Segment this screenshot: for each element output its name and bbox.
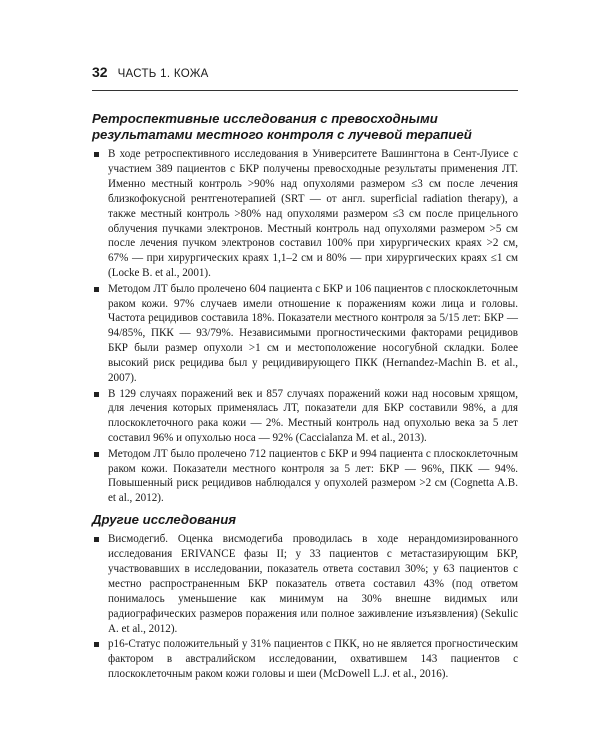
- square-bullet-icon: [94, 642, 99, 647]
- book-page: [92, 64, 518, 682]
- list-item: [92, 447, 518, 507]
- list-item: [92, 387, 518, 447]
- list-item-text: В 129 случаях поражений век и 857 случаях поражений кожи над носовым хрящом, для лечения которых применялась ЛТ, показатели для БКР составили 98%, а для плоскоклеточного рака кожи — 2%. Местный контроль над опухолью века за 5 лет составил 96% и опухолью носа — 92% (Caccialanza M. et al., 2013).: [108, 387, 518, 445]
- chapter-title: ЧАСТЬ 1. КОЖА: [117, 68, 209, 80]
- list-item: [92, 282, 518, 386]
- list-item-text: Методом ЛТ было пролечено 604 пациента с БКР и 106 пациентов с плоскоклеточным раком кожи. 97% случаев имели отношение к поражениям кожи лица и головы. Частота рецидивов составила 18%. Показатели местного контроля за 5/15 лет: БКР — 94/85%, ПКК — 93/79%. Независимыми прогностическими факторами рецидивов БКР были размер опухоли >1 см и местоположение носогубной складки. Более высокий риск рецидива был у рецидивирующего ПКК (Hernandez-Machin B. et al., 2007).: [108, 282, 518, 385]
- list-item: [92, 637, 518, 682]
- square-bullet-icon: [94, 392, 99, 397]
- list-item: [92, 532, 518, 636]
- running-header: [92, 64, 518, 84]
- list-item-text: Методом ЛТ было пролечено 712 пациентов с БКР и 994 пациента с плоскоклеточным раком кожи. Показатели местного контроля за 5 лет: БКР — 96%, ПКК — 94%. Повышенный риск рецидивов наблюдался у опухолей размером >2 см (Cognetta A.B. et al., 2012).: [108, 447, 518, 505]
- list-item-text: В ходе ретроспективного исследования в Университете Вашингтона в Сент-Луисе с участием 389 пациентов с БКР получены превосходные результаты применения ЛТ. Именно местный контроль >90% над опухолями размером ≤3 см после лечения близкофокусной рентгенотерапией (SRT — от англ. superficial radiation therapy), а также местный контроль >80% над опухолями размером ≤3 см после прицельного облучения пучками электронов. Местный контроль над опухолями размером >5 см после лечения пучком электронов составил 100% при хирургических краях >2 см, 67% — при хирургических краях 1,1–2 см и 80% — при хирургических краях ≤1 см (Locke B. et al., 2001).: [108, 148, 518, 280]
- square-bullet-icon: [94, 287, 99, 292]
- page-number: 32: [92, 64, 108, 80]
- square-bullet-icon: [94, 537, 99, 542]
- list-item-text: p16-Статус положительный у 31% пациентов с ПКК, но не является прогностическим фактором в австралийском исследовании, охватившем 143 пациентов с плоскоклеточным раком кожи головы и шеи (McDowell L.J. et al., 2016).: [108, 638, 518, 680]
- section-heading: Ретроспективные исследования с превосходными результатами местного контроля с лучевой терапией: [92, 111, 472, 142]
- section-heading: Другие исследования: [92, 512, 237, 528]
- square-bullet-icon: [94, 452, 99, 457]
- list-item: [92, 147, 518, 281]
- header-rule: [92, 90, 518, 91]
- bullet-list: [92, 532, 518, 682]
- bullet-list: [92, 147, 518, 506]
- list-item-text: Висмодегиб. Оценка висмодегиба проводилась в ходе нерандомизированного исследования ERIVANCE фазы II; у 33 пациентов с метастазирующим БКР, участвовавших в исследовании, показатель ответа составил 30%; у 63 пациентов с местно распространенным БКР показатель ответа составил 43% (под ответом понималось уменьшение как минимум на 30% внешне видимых или радиографических размеров поражения или полное заживление изъязвления) (Sekulic A. et al., 2012).: [108, 533, 518, 635]
- square-bullet-icon: [94, 152, 99, 157]
